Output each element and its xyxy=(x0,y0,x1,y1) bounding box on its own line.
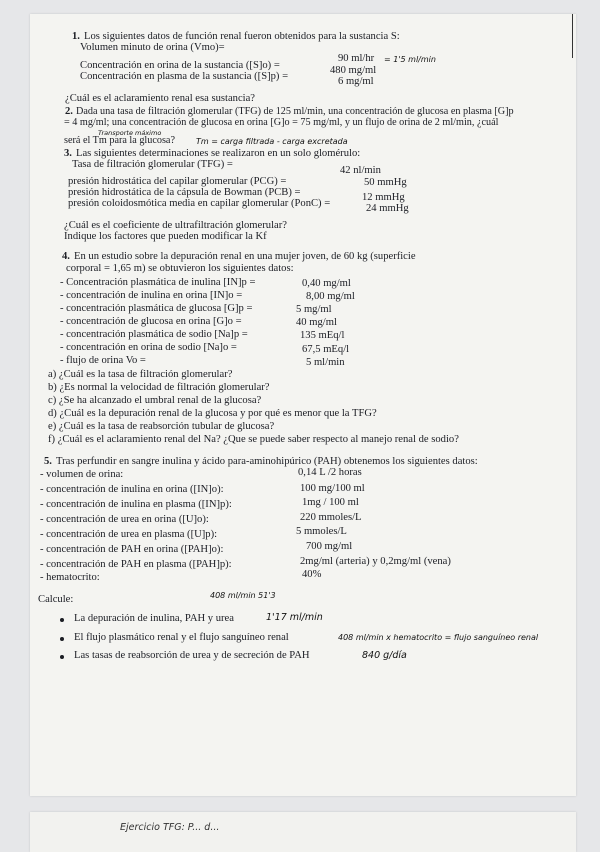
q2-number: 2. xyxy=(65,106,73,117)
q1-row-label: Volumen minuto de orina (Vmo)= xyxy=(80,42,225,53)
q5-number: 5. xyxy=(44,456,52,467)
q3-row-value: 24 mmHg xyxy=(366,203,409,214)
calc-item-2: El flujo plasmático renal y el flujo sanguíneo renal xyxy=(74,632,289,643)
q4-question-c: c) ¿Se ha alcanzado el umbral renal de la glucosa? xyxy=(48,395,262,406)
bullet-dot xyxy=(60,618,64,622)
calc-item-1: La depuración de inulina, PAH y urea xyxy=(74,613,234,624)
q5-row-value: 100 mg/100 ml xyxy=(300,483,365,494)
q4-row-value: 135 mEq/l xyxy=(300,330,345,341)
q5-row-value: 0,14 L /2 horas xyxy=(298,467,362,478)
q4-row-label: - Concentración plasmática de inulina [IN]p = xyxy=(60,277,256,288)
q4-row-value: 5 mg/ml xyxy=(296,304,332,315)
q5-row-value: 5 mmoles/L xyxy=(296,526,347,537)
q4-question-e: e) ¿Cuál es la tasa de reabsorción tubular de glucosa? xyxy=(48,421,275,432)
q4-question-b: b) ¿Es normal la velocidad de filtración glomerular? xyxy=(48,382,270,393)
q5-row-label: - hematocrito: xyxy=(40,572,100,583)
q3-row-value: 42 nl/min xyxy=(340,165,381,176)
q2-line3: será el Tm para la glucosa? xyxy=(64,135,175,146)
q1-intro: Los siguientes datos de función renal fueron obtenidos para la sustancia S: xyxy=(84,31,400,42)
calc-item-3-handwriting: 840 g/día xyxy=(362,650,407,661)
page-edge-line xyxy=(572,14,573,58)
q3-question-1: ¿Cuál es el coeficiente de ultrafiltración glomerular? xyxy=(64,220,287,231)
q4-number: 4. xyxy=(62,251,70,262)
calc-item-1-handwriting: 1'17 ml/min xyxy=(266,612,323,623)
q1-question: ¿Cuál es el aclaramiento renal esa sustancia? xyxy=(65,93,256,104)
q4-question-f: f) ¿Cuál es el aclaramiento renal del Na? ¿Que se puede saber respecto al manejo renal de sodio? xyxy=(48,434,459,445)
q2-line1: Dada una tasa de filtración glomerular (TFG) de 125 ml/min, una concentración de glucosa en plasma [G]p xyxy=(76,106,514,117)
q4-question-a: a) ¿Cuál es la tasa de filtración glomerular? xyxy=(48,369,233,380)
q1-row-value: 6 mg/ml xyxy=(338,76,374,87)
q4-row-label: - concentración de glucosa en orina [G]o = xyxy=(60,316,242,327)
q1-row-label: Concentración en orina de la sustancia ([S]o) = xyxy=(80,60,280,71)
q5-row-value: 40% xyxy=(302,569,322,580)
q5-row-label: - volumen de orina: xyxy=(40,469,124,480)
q4-row-value: 5 ml/min xyxy=(306,357,345,368)
q5-row-value: 2mg/ml (arteria) y 0,2mg/ml (vena) xyxy=(300,556,451,567)
bullet-dot xyxy=(60,637,64,641)
q5-row-value: 1mg / 100 ml xyxy=(302,497,359,508)
q3-intro: Las siguientes determinaciones se realizaron en un solo glomérulo: xyxy=(76,148,361,159)
q3-row-label: presión hidrostática de la cápsula de Bowman (PCB) = xyxy=(68,187,301,198)
q5-intro: Tras perfundir en sangre inulina y ácido para-aminohipúrico (PAH) obtenemos los siguientes datos: xyxy=(56,456,478,467)
q5-row-label: - concentración de PAH en plasma ([PAH]p): xyxy=(40,559,232,570)
q5-row-label: - concentración de inulina en orina ([IN]o): xyxy=(40,484,224,495)
q5-row-label: - concentración de urea en orina ([U]o): xyxy=(40,514,209,525)
q2-handwritten-note: Tm = carga filtrada - carga excretada xyxy=(196,137,348,146)
q4-row-value: 40 mg/ml xyxy=(296,317,337,328)
q4-row-value: 8,00 mg/ml xyxy=(306,291,355,302)
q3-number: 3. xyxy=(64,148,72,159)
q4-row-label: - flujo de orina Vo = xyxy=(60,355,146,366)
q2-line2: = 4 mg/ml; una concentración de glucosa en orina [G]o = 75 mg/ml, y un flujo de orina de 2 ml/min, ¿cuál xyxy=(64,117,499,128)
bullet-dot xyxy=(60,655,64,659)
q5-row-value: 700 mg/ml xyxy=(306,541,353,552)
q1-handwritten-note: = 1'5 ml/min xyxy=(384,55,436,64)
q4-row-label: - concentración en orina de sodio [Na]o = xyxy=(60,342,237,353)
q4-row-label: - concentración de inulina en orina [IN]o = xyxy=(60,290,243,301)
q5-row-value: 220 mmoles/L xyxy=(300,512,362,523)
q3-row-label: Tasa de filtración glomerular (TFG) = xyxy=(72,159,233,170)
q4-intro-2: corporal = 1,65 m) se obtuvieron los siguientes datos: xyxy=(66,263,294,274)
q4-row-value: 67,5 mEq/l xyxy=(302,344,350,355)
q4-row-label: - concentración plasmática de glucosa [G]p = xyxy=(60,303,253,314)
q1-row-label: Concentración en plasma de la sustancia ([S]p) = xyxy=(80,71,289,82)
q5-row-label: - concentración de inulina en plasma ([IN]p): xyxy=(40,499,232,510)
q4-row-value: 0,40 mg/ml xyxy=(302,278,351,289)
q3-question-2: Indique los factores que pueden modificar la Kf xyxy=(64,231,267,242)
q3-row-label: presión coloidosmótica media en capilar glomerular (PonC) = xyxy=(68,198,331,209)
q1-row-value: 480 mg/ml xyxy=(330,65,377,76)
q5-row-label: - concentración de urea en plasma ([U]p): xyxy=(40,529,218,540)
calc-handwritten-note: 408 ml/min 51'3 xyxy=(210,591,276,600)
q3-row-value: 12 mmHg xyxy=(362,192,405,203)
q3-row-label: presión hidrostática del capilar glomerular (PCG) = xyxy=(68,176,287,187)
q1-row-value: 90 ml/hr xyxy=(338,53,375,64)
next-sheet xyxy=(30,812,576,852)
calc-item-2-handwriting: 408 ml/min x hematocrito = flujo sanguíneo renal xyxy=(338,633,539,642)
q1-number: 1. xyxy=(72,31,80,42)
q5-row-label: - concentración de PAH en orina ([PAH]o): xyxy=(40,544,224,555)
calc-item-3: Las tasas de reabsorción de urea y de secreción de PAH xyxy=(74,650,310,661)
q3-row-value: 50 mmHg xyxy=(364,177,407,188)
q4-intro-1: En un estudio sobre la depuración renal en una mujer joven, de 60 kg (superficie xyxy=(74,251,416,262)
q4-question-d: d) ¿Cuál es la depuración renal de la glucosa y por qué es menor que la TFG? xyxy=(48,408,377,419)
q4-row-label: - concentración plasmática de sodio [Na]p = xyxy=(60,329,248,340)
q2-handwritten-small: Transporte máximo xyxy=(98,129,162,137)
calc-label: Calcule: xyxy=(38,594,74,605)
next-page-handwriting: Ejercicio TFG: P... d... xyxy=(120,822,220,833)
